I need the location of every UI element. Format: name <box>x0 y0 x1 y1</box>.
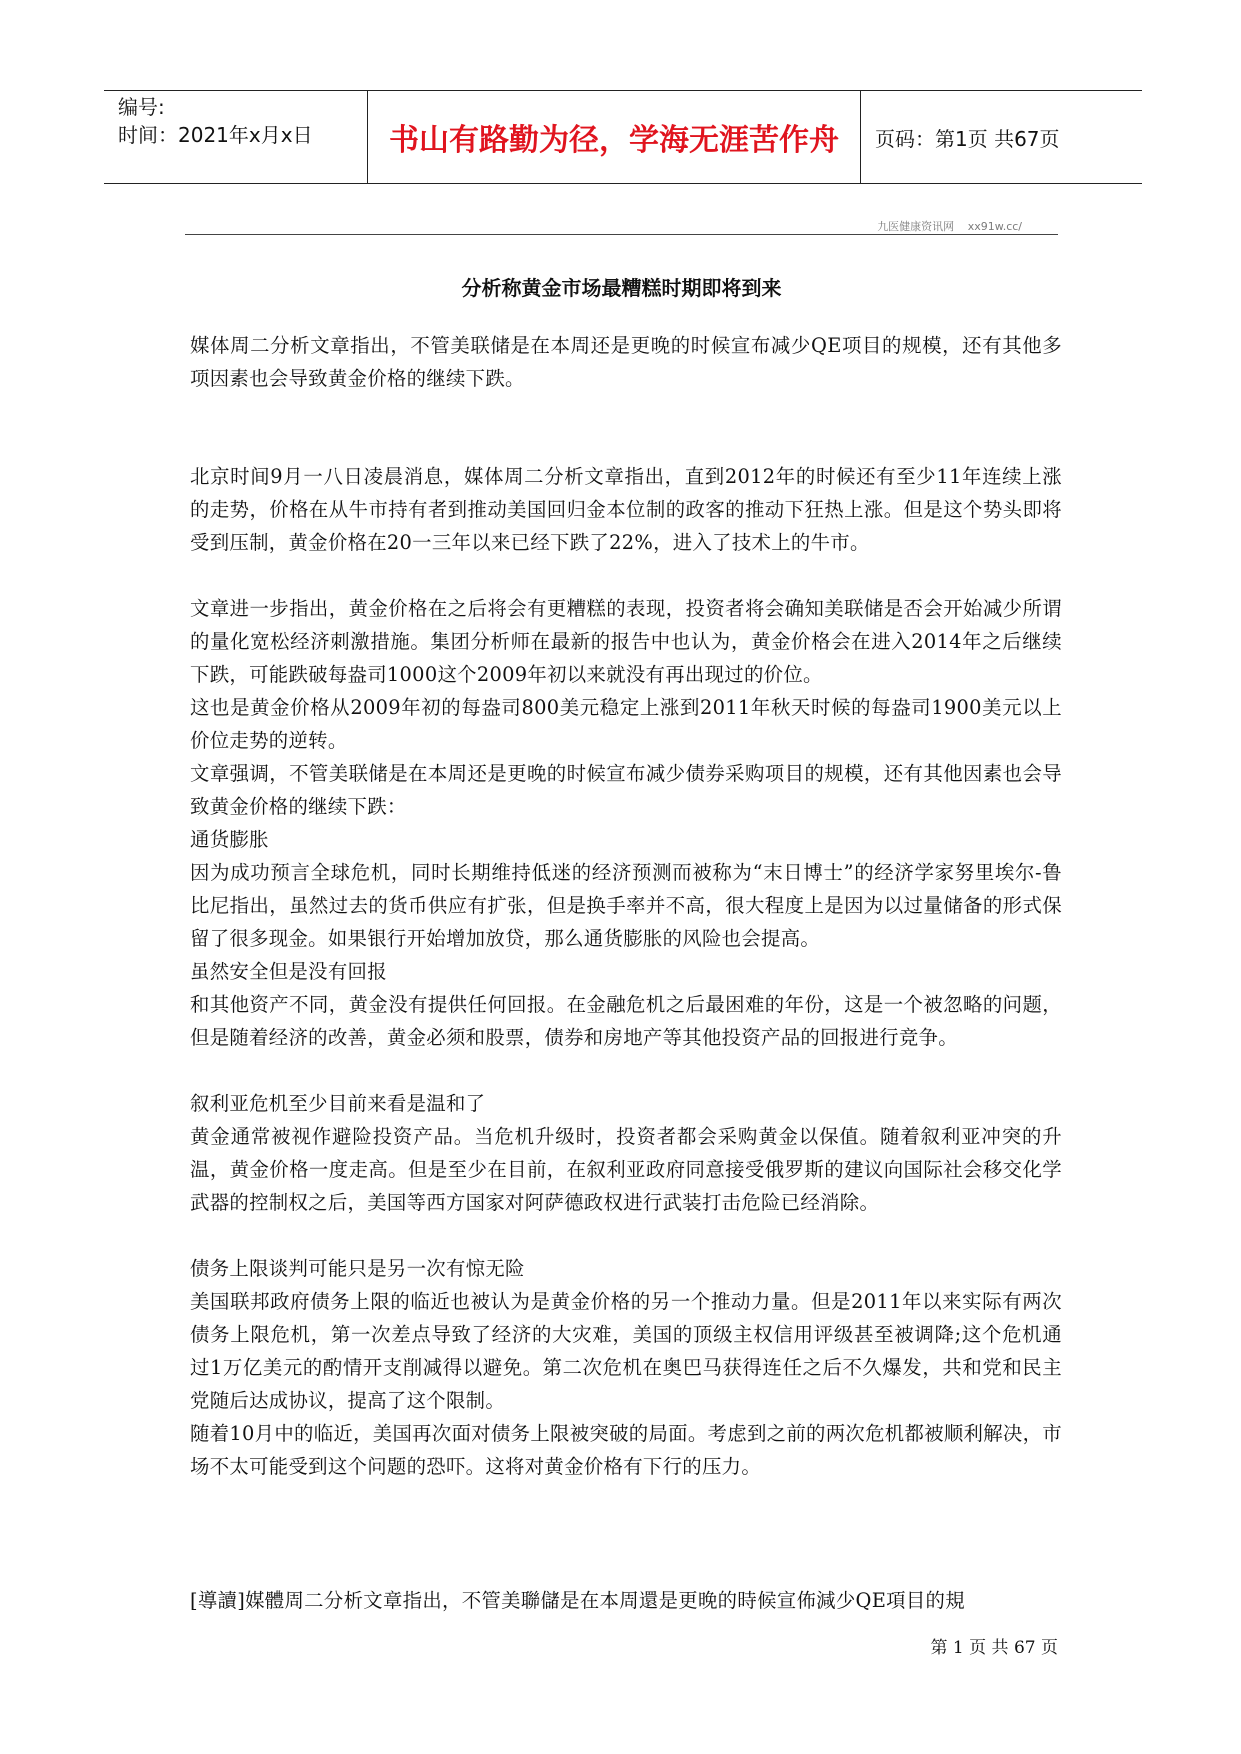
header-meta <box>104 91 368 183</box>
article-title: 分析称黄金市场最糟糕时期即将到来 <box>461 276 782 300</box>
header-page-info: 页码：第1页 共67页 <box>875 126 1060 151</box>
time-label: 时间：2021年x月x日 <box>118 123 313 147</box>
paragraph-6: 和其他资产不同，黄金没有提供任何回报。在金融危机之后最困难的年份，这是一个被忽略的问题，但是随着经济的改善，黄金必须和股票，债券和房地产等其他投资产品的回报进行竞争。 <box>190 993 1062 1049</box>
article-lead: 媒体周二分析文章指出，不管美联储是在本周还是更晚的时候宣布减少QE项目的规模，还有其他多项因素也会导致黄金价格的继续下跌。 <box>190 334 1062 390</box>
page-footer: 第 1 页 共 67 页 <box>930 1638 1058 1658</box>
source-divider <box>185 234 1058 235</box>
header-motto: 书山有路勤为径，学海无涯苦作舟 <box>368 91 861 183</box>
traditional-lead: [導讀]媒體周二分析文章指出，不管美聯儲是在本周還是更晚的時候宣佈減少QE項目的規 <box>190 1589 965 1612</box>
source-site: 九医健康资讯网 <box>877 220 955 233</box>
paragraph-9: 随着10月中的临近，美国再次面对债务上限被突破的局面。考虑到之前的两次危机都被顺利解决，市场不太可能受到这个问题的恐吓。这将对黄金价格有下行的压力。 <box>190 1422 1062 1478</box>
paragraph-2: 文章进一步指出，黄金价格在之后将会有更糟糕的表现，投资者将会确知美联储是否会开始减少所谓的量化宽松经济刺激措施。集团分析师在最新的报告中也认为，黄金价格会在进入2014年之后继续下跌，可能跌破每盎司1000这个2009年初以来就没有再出现过的价位。 <box>190 597 1062 686</box>
source-line <box>185 218 1058 234</box>
paragraph-3: 这也是黄金价格从2009年初的每盎司800美元稳定上涨到2011年秋天时候的每盎司1900美元以上价位走势的逆转。 <box>190 696 1062 752</box>
heading-debt-ceiling: 债务上限谈判可能只是另一次有惊无险 <box>190 1257 525 1280</box>
heading-inflation: 通货膨胀 <box>190 828 269 851</box>
heading-syria: 叙利亚危机至少目前来看是温和了 <box>190 1092 486 1115</box>
number-label: 编号: <box>118 95 165 119</box>
paragraph-8: 美国联邦政府债务上限的临近也被认为是黄金价格的另一个推动力量。但是2011年以来实际有两次债务上限危机，第一次差点导致了经济的大灾难，美国的顶级主权信用评级甚至被调降;这个危机通过1万亿美元的酌情开支削减得以避免。第二次危机在奥巴马获得连任之后不久爆发，共和党和民主党随后达成协议，提高了这个限制。 <box>190 1290 1062 1412</box>
paragraph-1: 北京时间9月一八日凌晨消息，媒体周二分析文章指出，直到2012年的时候还有至少11年连续上涨的走势，价格在从牛市持有者到推动美国回归金本位制的政客的推动下狂热上涨。但是这个势头即将受到压制，黄金价格在20一三年以来已经下跌了22%，进入了技术上的牛市。 <box>190 465 1062 554</box>
source-url: xx91w.cc/ <box>967 220 1022 233</box>
paragraph-4: 文章强调，不管美联储是在本周还是更晚的时候宣布减少债券采购项目的规模，还有其他因素也会导致黄金价格的继续下跌： <box>190 762 1062 818</box>
paragraph-5: 因为成功预言全球危机，同时长期维持低迷的经济预测而被称为“末日博士”的经济学家努里埃尔-鲁比尼指出，虽然过去的货币供应有扩张，但是换手率并不高，很大程度上是因为以过量储备的形式保留了很多现金。如果银行开始增加放贷，那么通货膨胀的风险也会提高。 <box>190 861 1062 950</box>
paragraph-7: 黄金通常被视作避险投资产品。当危机升级时，投资者都会采购黄金以保值。随着叙利亚冲突的升温，黄金价格一度走高。但是至少在目前，在叙利亚政府同意接受俄罗斯的建议向国际社会移交化学武器的控制权之后，美国等西方国家对阿萨德政权进行武装打击危险已经消除。 <box>190 1125 1062 1214</box>
heading-no-return: 虽然安全但是没有回报 <box>190 960 387 983</box>
document-header-table <box>104 90 1142 184</box>
